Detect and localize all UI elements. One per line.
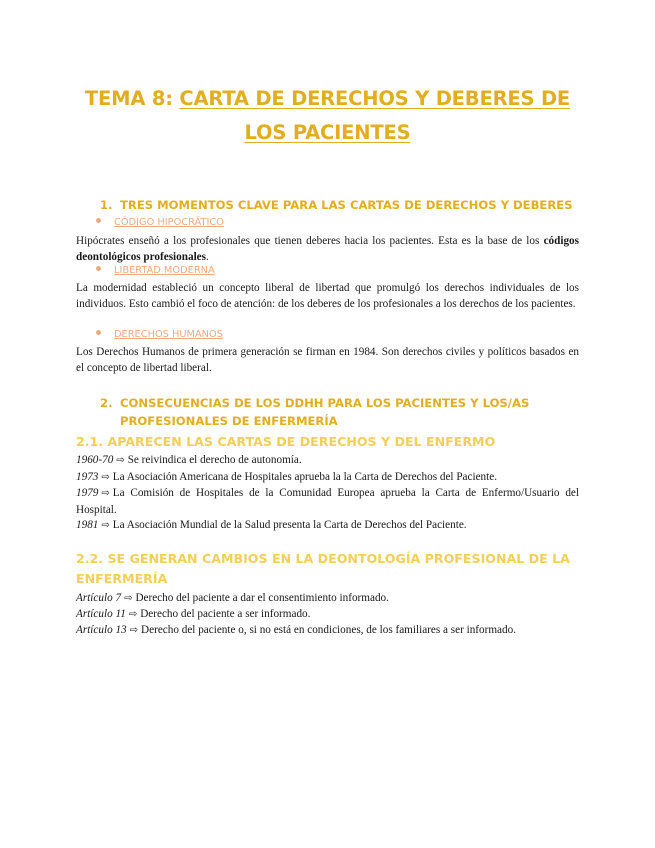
title-main-line2: LOS PACIENTES — [244, 121, 411, 144]
paragraph-derechos-humanos: Los Derechos Humanos de primera generación se firman en 1984. Son derechos civiles y políticos basados en el concepto de libertad liberal. — [76, 346, 579, 375]
bullet-dot-icon — [96, 266, 101, 271]
bold-term: códigos deontológicos profesionales — [76, 235, 579, 264]
event-date: 1960-70 — [76, 454, 114, 466]
arrow-right-icon: ⇨ — [116, 455, 125, 466]
event-date: 1981 — [76, 519, 99, 531]
event-row — [76, 485, 579, 518]
section2-number: 2. — [100, 396, 113, 410]
event-row — [76, 452, 579, 469]
bullet-dot-icon — [96, 218, 101, 223]
bullet-codigo-hipocratico — [96, 216, 224, 230]
bullet-libertad-moderna — [96, 264, 215, 278]
article-text: Derecho del paciente a dar el consentimiento informado. — [135, 592, 389, 604]
section2-heading — [76, 395, 579, 411]
event-text: La Asociación Mundial de la Salud presenta la Carta de Derechos del Paciente. — [112, 519, 467, 531]
section2-heading-line1: CONSECUENCIAS DE LOS DDHH PARA LOS PACIENTES Y LOS/AS — [120, 396, 530, 410]
event-row — [76, 469, 579, 486]
article-label: Artículo 7 — [76, 592, 122, 604]
arrow-right-icon: ⇨ — [124, 593, 133, 604]
section1-number: 1. — [100, 198, 113, 212]
bullet-dot-icon — [96, 330, 101, 335]
subsection-2-2-heading: 2.2. SE GENERAN CAMBIOS EN LA DEONTOLOGÍA PROFESIONAL DE LA — [76, 551, 570, 566]
section1-heading — [76, 197, 579, 213]
article-row — [76, 606, 579, 623]
subsection-2-2-heading-line2: ENFERMERÍA — [76, 571, 168, 586]
title-main-line1: CARTA DE DERECHOS Y DEBERES DE — [179, 87, 571, 110]
article-row — [76, 590, 579, 607]
event-date: 1973 — [76, 471, 99, 483]
bullet-label: CÓDIGO HIPOCRÁTICO — [114, 217, 224, 228]
bullet-label: DERECHOS HUMANOS — [114, 329, 223, 340]
section1-heading-text: TRES MOMENTOS CLAVE PARA LAS CARTAS DE DERECHOS Y DEBERES — [120, 198, 573, 212]
arrow-right-icon: ⇨ — [101, 472, 110, 483]
paragraph-libertad: La modernidad estableció un concepto liberal de libertad que promulgó los derechos individuales de los individuos. Esto cambió el foco de atención: de los deberes de los profesionales a los derechos de los pacientes. — [76, 282, 579, 311]
bullet-derechos-humanos — [96, 328, 223, 342]
event-date: 1979 — [76, 487, 99, 499]
arrow-right-icon: ⇨ — [101, 488, 110, 499]
article-label: Artículo 13 — [76, 624, 127, 636]
subsection-2-1-heading: 2.1. APARECEN LAS CARTAS DE DERECHOS Y DEL ENFERMO — [76, 434, 496, 449]
paragraph-hipocrates — [76, 233, 579, 265]
arrow-right-icon: ⇨ — [101, 520, 110, 531]
article-label: Artículo 11 — [76, 608, 126, 620]
paragraph-end: . — [206, 251, 209, 264]
article-text: Derecho del paciente o, si no está en condiciones, de los familiares a ser informado. — [141, 624, 517, 636]
bullet-label: LIBERTAD MODERNA — [114, 265, 215, 276]
article-text: Derecho del paciente a ser informado. — [140, 608, 311, 620]
page-title — [40, 82, 615, 150]
event-text: La Comisión de Hospitales de la Comunidad Europea aprueba la Carta de Enfermo/Usuario del Hospital. — [76, 487, 579, 517]
arrow-right-icon: ⇨ — [128, 609, 138, 620]
title-prefix: TEMA 8: — [84, 87, 180, 110]
paragraph-text: Hipócrates enseñó a los profesionales que tienen deberes hacia los pacientes. Esta es la base de los — [76, 235, 544, 247]
article-row — [76, 622, 579, 639]
arrow-right-icon: ⇨ — [129, 625, 139, 636]
event-text: Se reivindica el derecho de autonomía. — [127, 454, 302, 466]
event-row — [76, 517, 579, 534]
section2-heading-line2: PROFESIONALES DE ENFERMERÍA — [120, 414, 338, 428]
event-text: La Asociación Americana de Hospitales aprueba la la Carta de Derechos del Paciente. — [112, 471, 498, 483]
